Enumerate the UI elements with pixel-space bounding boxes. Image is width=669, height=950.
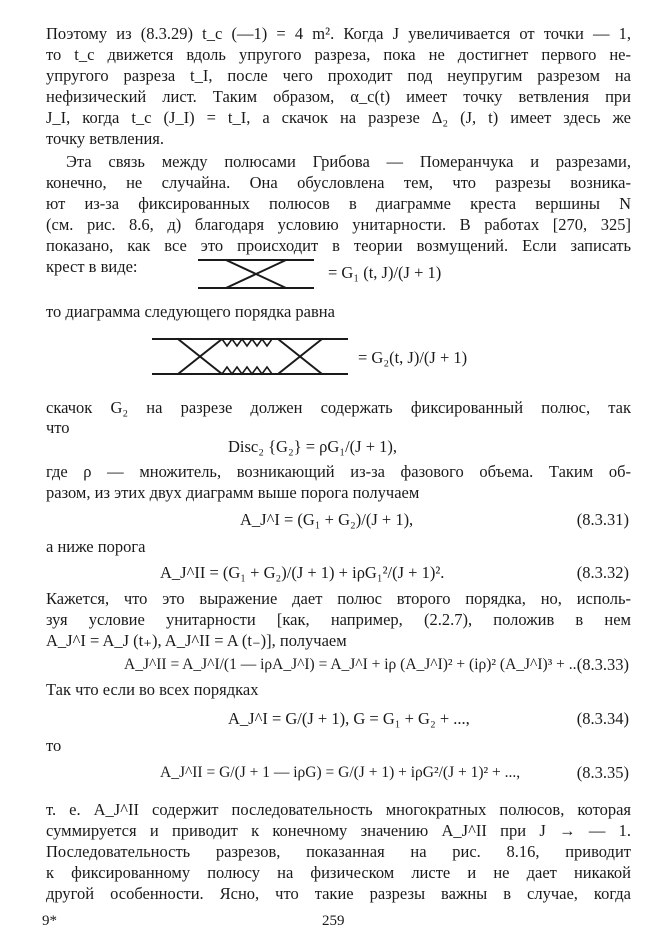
text-line: скачок G₂ на разрезе должен содержать фиксированный полюс, так [46, 398, 631, 417]
text-line: J_I, когда t_c (J_I) = t_I, а скачок на разрезе Δ₂ (J, t) имеет здесь же [46, 108, 631, 127]
text-line: то t_c движется вдоль упругого разреза, пока не достигнет первого не- [46, 45, 631, 64]
text-line: то диаграмма следующего порядка равна [46, 302, 335, 321]
text-line: ют из-за фиксированных полюсов в диаграмме креста вершины N [46, 194, 631, 213]
signature-mark: 9* [42, 913, 57, 929]
text-line: Так что если во всех порядках [46, 680, 259, 699]
equation-number: (8.3.32) [576, 563, 629, 582]
text-line: конечно, не случайна. Она обусловлена тем, что разрезы возника- [46, 173, 631, 192]
equation-8-3-31: A_J^I = (G₁ + G₂)/(J + 1), [240, 510, 414, 529]
text-line: упругого разреза t_I, после чего проходит под неупругим разрезом на [46, 66, 631, 85]
text-line: где ρ — множитель, возникающий из-за фазового объема. Таким об- [46, 462, 631, 481]
equation-8-3-35: A_J^II = G/(J + 1 — iρG) = G/(J + 1) + iρG²/(J + 1)² + ..., [160, 764, 521, 781]
text-line: (см. рис. 8.6, д) благодаря условию унитарности. В работах [270, 325] [46, 215, 631, 234]
text-line: нефизический лист. Таким образом, α_c(t) имеет точку ветвления при [46, 87, 631, 106]
disc-formula: Disc₂ {G₂} = ρG₁/(J + 1), [228, 437, 398, 456]
text-line: A_J^I = A_J (t₊), A_J^II = A (t₋)], получаем [46, 631, 347, 650]
text-line: то [46, 736, 62, 755]
text-line: Последовательность разрезов, показанная на рис. 8.16, приводит [46, 842, 631, 861]
equation-number: (8.3.34) [576, 709, 629, 728]
cross-diagram [196, 258, 316, 290]
equation-number: (8.3.31) [576, 510, 629, 529]
text-line: показано, как все это происходит в теории возмущений. Если записать [46, 236, 631, 255]
equation-8-3-33: A_J^II = A_J^I/(1 — iρA_J^I) = A_J^I + iρ (A_J^I)² + (iρ)² (A_J^I)³ + ... [124, 656, 581, 673]
text-line: другой особенности. Ясно, что такие разрезы важны в случае, когда [46, 884, 631, 903]
text-line: а ниже порога [46, 537, 146, 556]
equation-number: (8.3.35) [576, 763, 629, 782]
text-line: точку ветвления. [46, 129, 165, 148]
text-line: Эта связь между полюсами Грибова — Померанчука и разрезами, [66, 152, 631, 171]
text-line: к фиксированному полюсу на физическом листе и не дает никакой [46, 863, 631, 882]
text-line: крест в виде: [46, 257, 138, 276]
text-line: суммируется и приводит к конечному значению A_J^II при J → — 1. [46, 821, 631, 840]
equation-8-3-32: A_J^II = (G₁ + G₂)/(J + 1) + iρG₁²/(J + 1)². [160, 563, 445, 582]
diagram2-formula: = G₂(t, J)/(J + 1) [358, 348, 468, 367]
text-line: что [46, 418, 70, 437]
equation-number: (8.3.33) [576, 655, 629, 674]
text-line: Кажется, что это выражение дает полюс второго порядка, но, исполь- [46, 589, 631, 608]
text-line: зуя условие унитарности [как, например, (2.2.7), положив в нем [46, 610, 631, 629]
diagram1-formula: = G₁ (t, J)/(J + 1) [328, 263, 442, 282]
text-line: разом, из этих двух диаграмм выше порога получаем [46, 483, 420, 502]
page-number: 259 [322, 913, 345, 929]
equation-8-3-34: A_J^I = G/(J + 1), G = G₁ + G₂ + ..., [228, 709, 470, 728]
text-line: т. е. A_J^II содержит последовательность многократных полюсов, которая [46, 800, 631, 819]
text-line: Поэтому из (8.3.29) t_c (—1) = 4 m². Когда J увеличивается от точки — 1, [46, 24, 631, 43]
double-cross-diagram [150, 336, 350, 378]
